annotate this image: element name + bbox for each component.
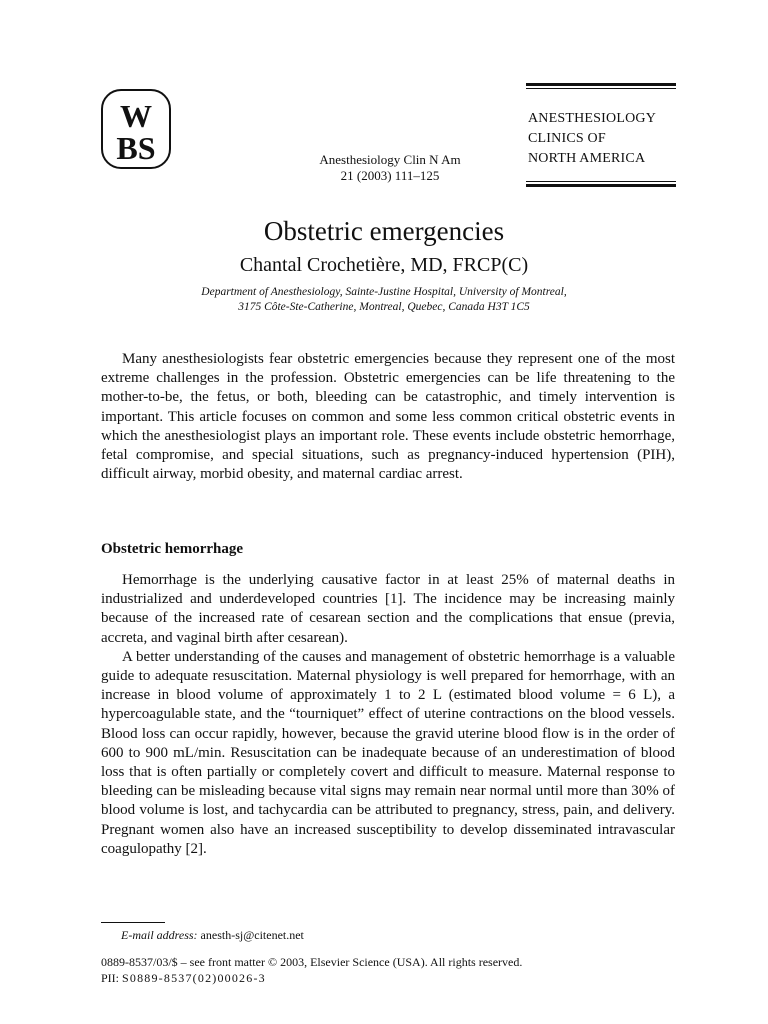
masthead-line-2: CLINICS OF	[528, 131, 606, 146]
wbs-monogram-icon	[103, 91, 169, 167]
publisher-logo	[101, 89, 171, 169]
section-paragraph-2: A better understanding of the causes and management of obstetric hemorrhage is a valuable guide to adequate resuscitation. Maternal physiology is well prepared for hemorrhage, with an increase in blood volume of approximately 1 to 2 L (estimated blood volume = 6 L), a hypercoagulable state, and the “tourniquet” effect of uterine contractions on the blood vessels. Blood loss can occur rapidly, however, because the gravid uterine blood flow is in the order of 600 to 900 mL/min. Resuscitation can be inadequate because of an underestimation of blood loss that is often partially or completely covert and difficult to measure. Maternal response to bleeding can be misleading because vital signs may remain near normal until more than 30% of blood volume is lost, and tachycardia can be attributed to pregnancy, stress, pain, and delivery. Pregnant women also have an increased susceptibility to develop disseminated intravascular coagulopathy [2].	[101, 648, 675, 857]
footnote-email	[121, 927, 304, 943]
article-author: Chantal Crochetière, MD, FRCP(C)	[239, 254, 529, 276]
section-paragraph-1: Hemorrhage is the underlying causative factor in at least 25% of maternal deaths in industrialized and underdeveloped countries [1]. The incidence may be increasing mainly because of the increased rate of cesarean section and the complications that ensue (previa, accreta, and vaginal birth after cesarean).	[101, 572, 675, 646]
masthead-line-3: NORTH AMERICA	[528, 151, 646, 166]
author-affiliation	[0, 285, 768, 315]
journal-volume-pages: 21 (2003) 111–125	[340, 168, 440, 183]
pii-line	[101, 970, 522, 986]
svg-text:W: W	[119, 98, 153, 135]
journal-reference	[290, 152, 490, 184]
journal-masthead	[526, 83, 676, 187]
footnote-rule	[101, 922, 165, 923]
journal-abbrev: Anesthesiology Clin N Am	[319, 152, 461, 167]
copyright-line: 0889-8537/03/$ – see front matter © 2003, Elsevier Science (USA). All rights reserved.	[101, 955, 523, 969]
affiliation-line-1: Department of Anesthesiology, Sainte-Justine Hospital, University of Montreal,	[201, 286, 567, 298]
masthead-bottom-rule	[526, 184, 676, 187]
abstract-paragraph: Many anesthesiologists fear obstetric emergencies because they represent one of the most extreme challenges in the profession. Obstetric emergencies can be life threatening to the mother-to-be, the fetus, or both, bleeding can be catastrophic, and timely intervention is important. This article focuses on common and some less common critical obstetric events in which the anesthesiologist plays an important role. These events include obstetric hemorrhage, fetal compromise, and special situations, such as pregnancy-induced hypertension (PIH), difficult airway, morbid obesity, and maternal cardiac arrest.	[101, 351, 675, 483]
email-address: anesth-sj@citenet.net	[200, 928, 304, 942]
affiliation-line-2: 3175 Côte-Ste-Catherine, Montreal, Quebec, Canada H3T 1C5	[238, 301, 530, 313]
masthead-bottom-rule-thin	[526, 181, 676, 182]
masthead-line-1: ANESTHESIOLOGY	[528, 111, 657, 126]
masthead-top-rule	[526, 83, 676, 86]
pii-value: S0889-8537(02)00026-3	[122, 971, 266, 985]
copyright-block	[101, 954, 522, 986]
section-heading: Obstetric hemorrhage	[101, 541, 244, 557]
pii-label: PII:	[101, 971, 119, 985]
abstract	[101, 350, 675, 484]
section-body	[101, 571, 675, 859]
article-title: Obstetric emergencies	[263, 216, 505, 246]
svg-text:BS: BS	[116, 130, 156, 167]
email-label: E-mail address:	[121, 928, 198, 942]
